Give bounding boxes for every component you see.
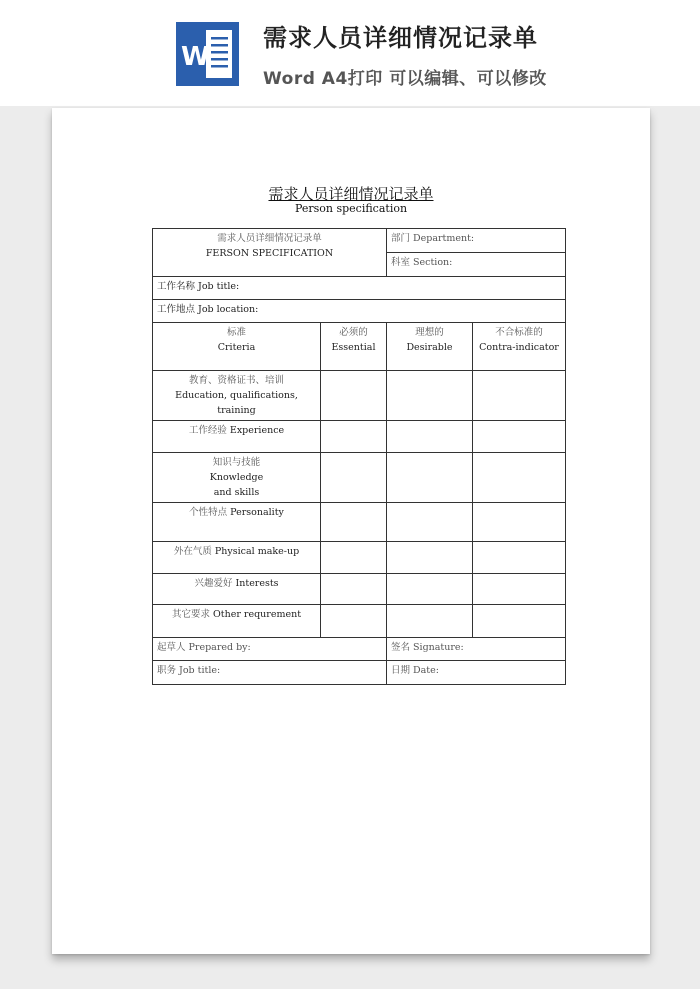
desirable-cell[interactable]: [387, 542, 473, 574]
column-header-essential: 必须的 Essential: [321, 323, 387, 371]
page-subtitle: Word A4打印 可以编辑、可以修改: [263, 69, 547, 89]
column-header-row: [153, 323, 566, 371]
document-title: 需求人员详细情况记录单: [268, 185, 434, 203]
prepared-by-cell[interactable]: [153, 638, 387, 661]
form-title-en: FERSON SPECIFICATION: [205, 248, 334, 259]
contra-indicator-cell[interactable]: [473, 605, 566, 638]
department-cell[interactable]: [387, 229, 566, 253]
job-title-label: 工作名称 Job title:: [157, 281, 240, 292]
word-icon: [176, 22, 239, 86]
contra-indicator-cell[interactable]: [473, 453, 566, 503]
contra-indicator-cell[interactable]: [473, 371, 566, 421]
job-location-label: 工作地点 Job location:: [157, 304, 259, 315]
prepared-by-row: [153, 638, 566, 661]
form-header-row: [153, 229, 566, 253]
criteria-row: [153, 421, 566, 453]
contra-indicator-cell[interactable]: [473, 503, 566, 542]
footer-job-title-row: [153, 661, 566, 685]
section-cell[interactable]: [387, 253, 566, 277]
criteria-label: 外在气质 Physical make-up: [153, 542, 321, 574]
column-header-contra-indicator: 不合标准的 Contra-indicator: [473, 323, 566, 371]
criteria-label: 知识与技能 Knowledge and skills: [153, 453, 321, 503]
document-subtitle: Person specification: [294, 202, 408, 215]
job-title-row: [153, 277, 566, 300]
criteria-row: [153, 542, 566, 574]
page-title: 需求人员详细情况记录单: [263, 24, 538, 52]
contra-indicator-cell[interactable]: [473, 542, 566, 574]
signature-label: 签名 Signature:: [391, 642, 464, 653]
criteria-row: [153, 453, 566, 503]
document-page: [52, 108, 650, 954]
essential-cell[interactable]: [321, 605, 387, 638]
essential-cell[interactable]: [321, 371, 387, 421]
desirable-cell[interactable]: [387, 371, 473, 421]
desirable-cell[interactable]: [387, 574, 473, 605]
prepared-by-label: 起草人 Prepared by:: [157, 642, 251, 653]
criteria-row: [153, 605, 566, 638]
job-title-cell[interactable]: [153, 277, 566, 300]
preview-header: [0, 0, 700, 106]
department-label: 部门 Department:: [391, 233, 475, 244]
criteria-row: [153, 574, 566, 605]
footer-job-title-label: 职务 Job title:: [157, 665, 221, 676]
date-label: 日期 Date:: [391, 665, 439, 676]
essential-cell[interactable]: [321, 453, 387, 503]
form-title-cn: 需求人员详细情况记录单: [217, 233, 322, 244]
criteria-label: 教育、资格证书、培训 Education, qualifications, training: [153, 371, 321, 421]
criteria-label: 兴趣爱好 Interests: [153, 574, 321, 605]
contra-indicator-cell[interactable]: [473, 574, 566, 605]
criteria-label: 工作经验 Experience: [153, 421, 321, 453]
criteria-row: [153, 503, 566, 542]
essential-cell[interactable]: [321, 421, 387, 453]
criteria-label: 个性特点 Personality: [153, 503, 321, 542]
signature-cell[interactable]: [387, 638, 566, 661]
desirable-cell[interactable]: [387, 453, 473, 503]
job-location-row: [153, 300, 566, 323]
section-label: 科室 Section:: [391, 257, 453, 268]
date-cell[interactable]: [387, 661, 566, 685]
form-title-cell: [153, 229, 387, 277]
criteria-label: 其它要求 Other requrement: [153, 605, 321, 638]
essential-cell[interactable]: [321, 542, 387, 574]
desirable-cell[interactable]: [387, 605, 473, 638]
criteria-row: [153, 371, 566, 421]
column-header-criteria: 标准 Criteria: [153, 323, 321, 371]
essential-cell[interactable]: [321, 574, 387, 605]
column-header-desirable: 理想的 Desirable: [387, 323, 473, 371]
person-spec-table: [152, 228, 566, 685]
word-icon-letter: W: [181, 42, 210, 72]
essential-cell[interactable]: [321, 503, 387, 542]
contra-indicator-cell[interactable]: [473, 421, 566, 453]
job-location-cell[interactable]: [153, 300, 566, 323]
desirable-cell[interactable]: [387, 421, 473, 453]
desirable-cell[interactable]: [387, 503, 473, 542]
footer-job-title-cell[interactable]: [153, 661, 387, 685]
